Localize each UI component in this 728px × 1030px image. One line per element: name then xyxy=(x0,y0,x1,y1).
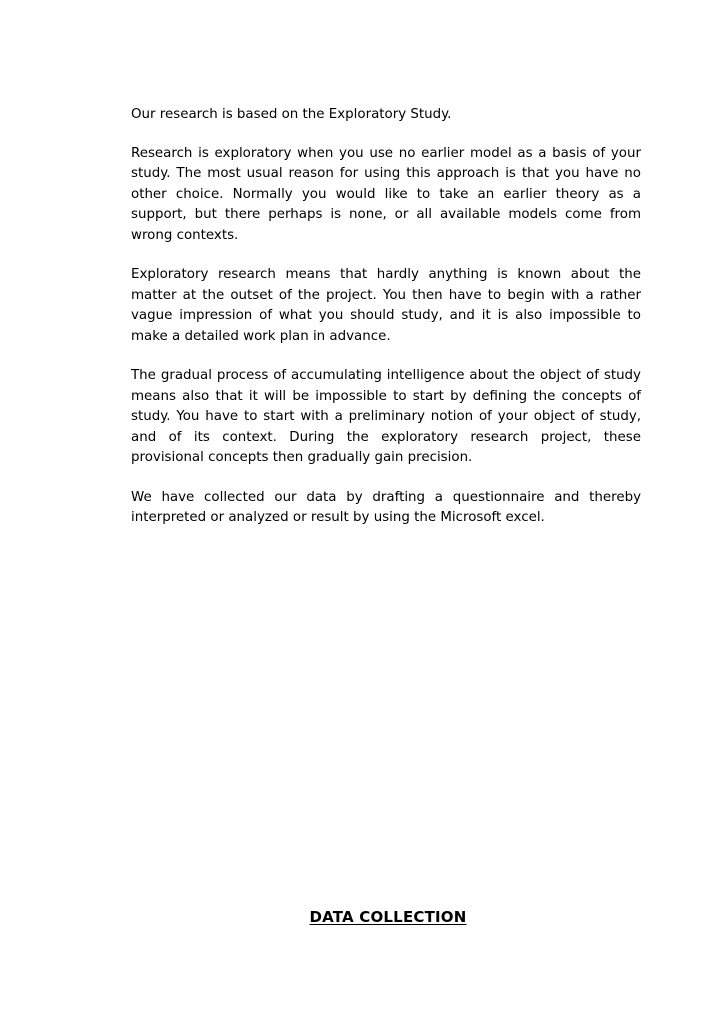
paragraph-exploratory-definition: Research is exploratory when you use no earlier model as a basis of your study. The most usual reason for using this approach is that you have no other choice. Normally you would like to take an earlier theory as a support, but there perhaps is none, or all available models come from wrong contexts. xyxy=(131,145,641,243)
section-heading-text: DATA COLLECTION xyxy=(309,908,467,926)
paragraph-data-method: We have collected our data by drafting a questionnaire and thereby interpreted or analyzed or result by using the Microsoft excel. xyxy=(131,489,641,525)
paragraph-exploratory-meaning: Exploratory research means that hardly anything is known about the matter at the outset of the project. You then have to begin with a rather vague impression of what you should study, and it is also impossible to make a detailed work plan in advance. xyxy=(131,267,641,344)
section-heading xyxy=(131,905,641,928)
document-page xyxy=(131,105,641,926)
paragraph-intro: Our research is based on the Exploratory Study. xyxy=(131,107,452,122)
paragraph-gradual-process: The gradual process of accumulating intelligence about the object of study means also that it will be impossible to start by defining the concepts of study. You have to start with a preliminary notion of your object of study, and of its context. During the exploratory research project, these provisional concepts then gradually gain precision. xyxy=(131,368,641,465)
